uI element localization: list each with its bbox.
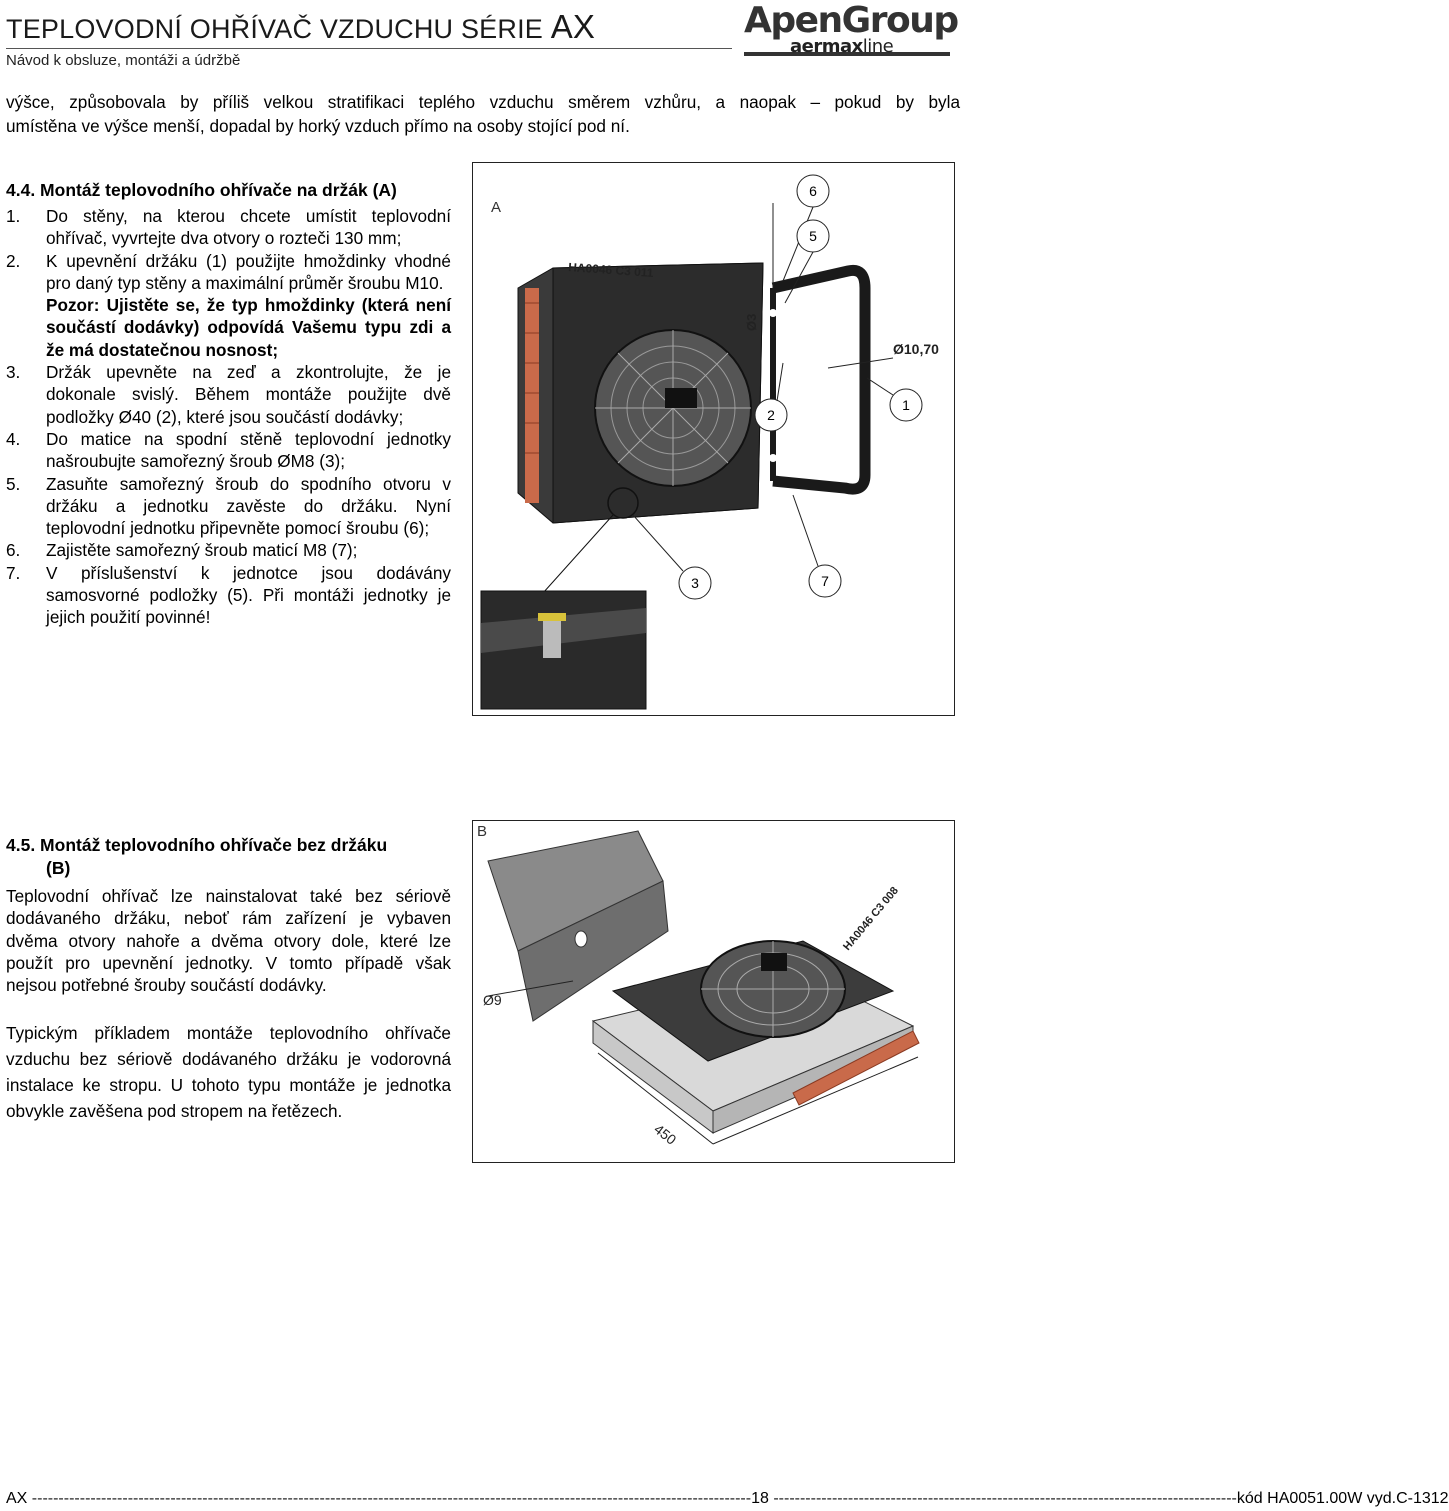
detail-screw [543,618,561,658]
footer-series: AX [6,1490,28,1507]
figure-a-code: HA0046 C3 011 [567,260,654,280]
item-text: K upevnění držáku (1) použijte hmoždinky vhodné pro daný typ stěny a maximální průměr šroubu M10. [46,250,451,293]
title-text: TEPLOVODNÍ OHŘÍVAČ VZDUCHU SÉRIE [6,14,543,44]
page-number: 18 [751,1490,769,1507]
callout-1 [867,378,922,421]
intro-paragraph [6,90,960,138]
item-number: 7. [6,562,21,583]
warning-item [6,294,451,361]
logo-sub-brand: aermax [790,36,863,57]
item-number: 1. [6,206,21,226]
title-series: AX [550,8,596,45]
footer-code: kód HA0051.00W vyd.C-1312 [1236,1490,1449,1507]
dim-length: 450 [651,1120,680,1148]
intro-line-2: umístěna ve výšce menší, dopadal by horký vzduch přímo na osoby stojící pod ní. [6,116,630,136]
section-4-5-title: 4.5. Montáž teplovodního ohřívače bez držáku [6,835,388,855]
item-text: Držák upevněte na zeď a zkontrolujte, že je dokonale svislý. Během montáže použijte dvě podložky Ø40 (2), které jsou součástí dodávky; [46,362,451,427]
item-number [6,294,46,361]
mounting-hole [575,931,587,947]
list-item [6,539,451,561]
callout-3 [633,515,711,599]
item-number: 2. [6,250,21,271]
apengroup-logo [744,0,958,58]
figure-a-letter: A [491,199,502,216]
item-text: Zasuňte samořezný šroub do spodního otvoru v držáku a jednotku zavěste do držáku. Nyní teplovodní jednotku připevněte pomocí šroubu (6); [46,473,451,539]
document-subtitle: Návod k obsluze, montáži a údržbě [6,52,241,69]
svg-text:2: 2 [767,407,775,423]
item-number: 3. [6,362,21,383]
list-item [6,562,451,629]
heating-coil [525,288,539,503]
footer-dashes-right: --------------------------------------------------------------------------------------- [768,1490,1237,1507]
figure-a-wall-bracket [472,162,955,716]
page-footer [6,1490,1449,1508]
section-4-5-para-2: Typickým příkladem montáže teplovodního ohřívače vzduchu bez sériově dodávaného držáku je vodorovná instalace ke stropu. U tohoto typu montáže je jednotka obvykle zavěšena pod stropem na řetězech. [6,1023,451,1121]
item-text: V příslušenství k jednotce jsou dodávány samosvorné podložky (5). Při montáži jednotky je jejich použití povinné! [46,562,451,628]
item-number: 4. [6,428,21,449]
dim-hole: Ø9 [483,992,502,1008]
list-item [6,428,451,473]
svg-text:3: 3 [691,575,699,591]
fan-motor [761,953,787,971]
callout-5 [785,220,829,303]
figure-b-ceiling-mount [472,820,955,1163]
figure-b-letter: B [477,823,488,840]
fan-motor [665,388,697,408]
section-4-4-list [6,205,451,629]
figure-b-drawing [473,821,954,1162]
intro-line-1: výšce, způsobovala by příliš velkou stratifikaci teplého vzduchu směrem vzhůru, a naopak – pokud by byla [6,92,960,112]
wall-bracket [773,270,865,489]
item-number: 5. [6,473,21,494]
logo-main-text: ApenGroup [744,0,958,41]
list-item [6,361,451,428]
dim-vertical: Ø3 [744,313,759,331]
section-4-5-heading-cont: (B) [46,858,71,878]
svg-text:5: 5 [809,228,817,244]
warning-text: Pozor: Ujistěte se, že typ hmoždinky (která není součástí dodávky) odpovídá Vašemu typu zdi a že má dostatečnou nosnost; [46,295,451,360]
list-item [6,473,451,540]
section-4-5-para-1: Teplovodní ohřívač lze nainstalovat také bez sériově dodávaného držáku, neboť rám zařízení je vybaven dvěma otvory nahoře a dvěma otvory dole, které lze použít pro upevnění jednotky. V tomto případě však nejsou potřebné šrouby součástí dodávky. [6,886,451,996]
svg-text:1: 1 [902,397,910,413]
section-4-4-heading: 4.4. Montáž teplovodního ohřívače na držák (A) [6,180,397,200]
svg-text:6: 6 [809,183,817,199]
figure-b-code: HA0046 C3 008 [841,884,902,953]
figure-a-drawing [473,163,954,715]
header-rule [6,48,732,49]
section-4-5-heading [6,835,451,879]
logo-sub-text [790,36,893,57]
dim-diameter: Ø10,70 [893,341,939,357]
item-number: 6. [6,540,21,561]
callout-7 [793,495,841,597]
document-title [6,8,595,46]
list-item [6,205,451,250]
list-item [6,250,451,295]
logo-sub-line: line [862,36,894,57]
svg-text:7: 7 [821,573,829,589]
footer-dashes-left: --------------------------------------------------------------------------------------------------------------------------------------- [27,1490,752,1507]
item-text: Do matice na spodní stěně teplovodní jednotky našroubujte samořezný šroub ØM8 (3); [46,428,451,472]
item-text: Zajistěte samořezný šroub maticí M8 (7); [46,540,358,561]
item-text: Do stěny, na kterou chcete umístit teplovodní ohřívač, vyvrtejte dva otvory o rozteči 130 mm; [46,206,451,249]
